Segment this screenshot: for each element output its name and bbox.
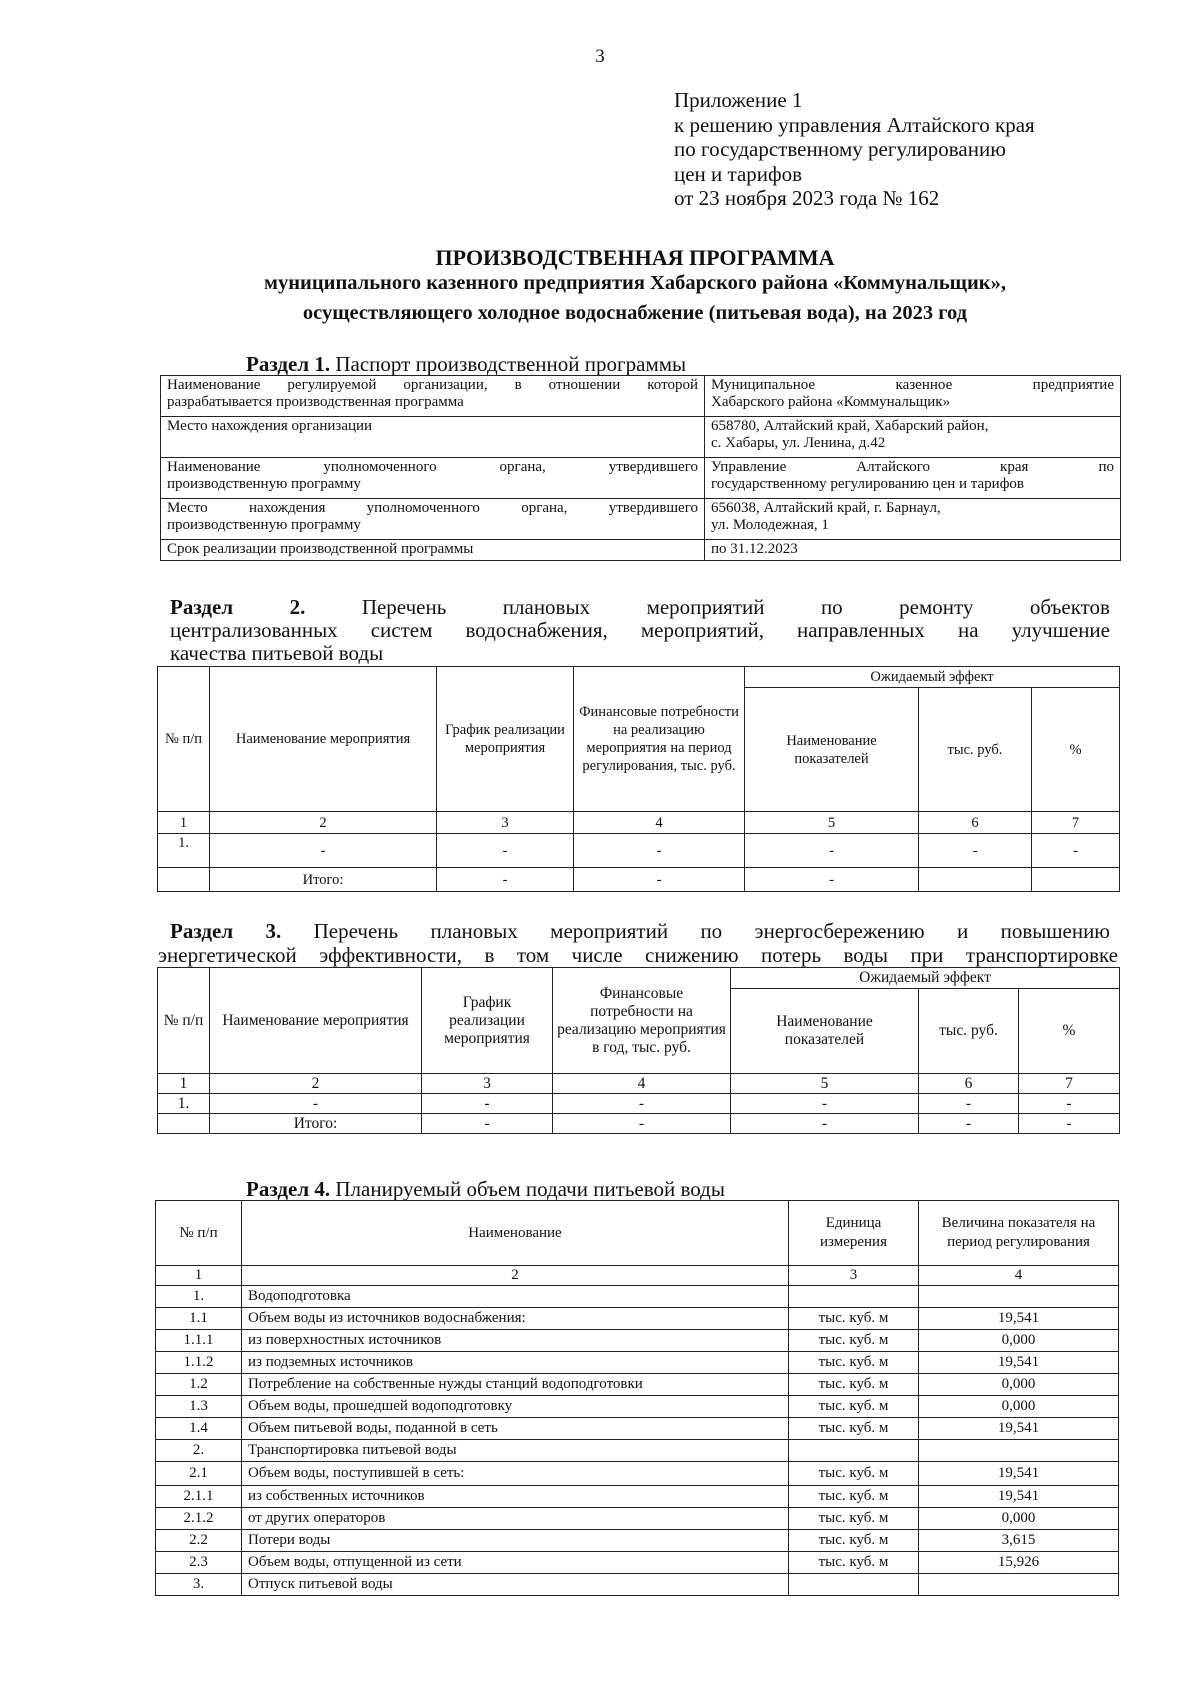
header-schedule: График реализации мероприятия [422,968,553,1074]
row-value: 0,000 [919,1330,1119,1352]
document-subtitle: муниципального казенного предприятия Хабарского района «Коммунальщик», [264,272,1006,294]
section2-heading-line: качества питьевой воды [170,641,384,665]
table-cell: - [574,868,745,892]
row-name: Потери воды [242,1530,789,1552]
table-row [156,1462,1119,1486]
section1-heading [246,352,686,377]
table-row [158,834,1120,868]
table-cell [158,868,210,892]
document-title: ПРОИЗВОДСТВЕННАЯ ПРОГРАММА [435,245,835,270]
row-value: 19,541 [919,1308,1119,1330]
table-cell [919,868,1032,892]
table-row [161,499,1121,540]
table-cell: Муниципальное казенное предприятие Хабарского района «Коммунальщик» [705,376,1121,417]
table-row [156,1440,1119,1462]
table-cell: 3 [437,812,574,834]
table-cell: - [210,834,437,868]
table-cell: 7 [1019,1074,1120,1094]
table-row [158,1074,1120,1094]
header-name: Наименование мероприятия [210,667,437,812]
header-finance: Финансовые потребности на реализацию мероприятия на период регулирования, тыс. руб. [574,667,745,812]
table-cell: - [553,1094,731,1114]
row-num: 2.1.1 [156,1486,242,1508]
table-cell: Наименование уполномоченного органа, утвердившего производственную программу [161,458,705,499]
header-effect: Ожидаемый эффект [745,667,1120,688]
appendix-line: Приложение 1 [674,88,803,112]
row-value: 19,541 [919,1352,1119,1374]
row-num: 1. [156,1286,242,1308]
table-row [156,1330,1119,1352]
table-cell: Место нахождения организации [161,417,705,458]
document-subtitle: осуществляющего холодное водоснабжение (питьевая вода), на 2023 год [302,302,968,324]
table-cell: - [1019,1114,1120,1134]
table-cell: - [574,834,745,868]
row-value: 19,541 [919,1462,1119,1486]
header-percent: % [1032,688,1120,812]
table-cell: по 31.12.2023 [705,540,1121,561]
table-cell: - [1019,1094,1120,1114]
table-cell: Итого: [210,868,437,892]
table-row [156,1286,1119,1308]
table-row [161,458,1121,499]
section1-label: Раздел 1. [246,352,331,376]
row-name: от других операторов [242,1508,789,1530]
table-row [156,1508,1119,1530]
table-cell: 6 [919,812,1032,834]
row-num: 1.1 [156,1308,242,1330]
section4-table [155,1200,1119,1596]
row-num: 2.1.2 [156,1508,242,1530]
table-cell: - [422,1094,553,1114]
row-name: Объем воды, поступившей в сеть: [242,1462,789,1486]
table-cell: - [919,1114,1019,1134]
table-row [156,1574,1119,1596]
table-cell: 656038, Алтайский край, г. Барнаул, ул. Молодежная, 1 [705,499,1121,540]
header-indicator: Наименование показателей [745,688,919,812]
table-cell: 5 [745,812,919,834]
table-cell: Срок реализации производственной программы [161,540,705,561]
header-value: Величина показателя на период регулирования [919,1201,1119,1266]
row-value [919,1574,1119,1596]
table-cell: Управление Алтайского края по государственному регулированию цен и тарифов [705,458,1121,499]
table-row [156,1486,1119,1508]
section3-heading-line: энергетической эффективности, в том числе снижению потерь воды при транспортировке [158,943,1118,967]
appendix-line: от 23 ноября 2023 года № 162 [674,186,940,210]
header-name: Наименование мероприятия [210,968,422,1074]
row-name: Отпуск питьевой воды [242,1574,789,1596]
table-cell: - [210,1094,422,1114]
row-num: 1.2 [156,1374,242,1396]
header-effect: Ожидаемый эффект [731,968,1120,989]
table-cell: - [422,1114,553,1134]
table-cell: 1 [158,1074,210,1094]
row-value: 0,000 [919,1508,1119,1530]
passport-table [160,375,1121,561]
table-cell: 1. [158,1094,210,1114]
table-cell: 2 [242,1266,789,1286]
table-cell: 1 [156,1266,242,1286]
table-cell: Место нахождения уполномоченного органа, утвердившего производственную программу [161,499,705,540]
row-unit: тыс. куб. м [789,1508,919,1530]
appendix-block [674,88,1035,211]
header-name: Наименование [242,1201,789,1266]
section4-title: Планируемый объем подачи питьевой воды [330,1177,725,1201]
header-thousand: тыс. руб. [919,688,1032,812]
row-value: 19,541 [919,1486,1119,1508]
row-name: из поверхностных источников [242,1330,789,1352]
row-unit: тыс. куб. м [789,1462,919,1486]
table-cell: - [745,834,919,868]
table-row [156,1266,1119,1286]
row-num: 2.2 [156,1530,242,1552]
row-unit: тыс. куб. м [789,1552,919,1574]
section2-heading-line: централизованных систем водоснабжения, мероприятий, направленных на улучшение [170,618,1110,642]
row-num: 1.1.1 [156,1330,242,1352]
section3-heading: Раздел 3. Перечень плановых мероприятий по энергосбережению и повышению [170,919,1110,943]
row-num: 1.1.2 [156,1352,242,1374]
section2-label: Раздел 2. [170,595,306,619]
section2-heading: Раздел 2. Перечень плановых мероприятий по ремонту объектов [170,595,1110,619]
table-cell: 1. [158,834,210,868]
row-name: Объем воды из источников водоснабжения: [242,1308,789,1330]
appendix-line: по государственному регулированию [674,137,1006,161]
table-cell: - [553,1114,731,1134]
table-row [156,1396,1119,1418]
row-num: 1.4 [156,1418,242,1440]
row-value: 3,615 [919,1530,1119,1552]
table-cell: 4 [553,1074,731,1094]
row-name: Объем питьевой воды, поданной в сеть [242,1418,789,1440]
table-row [156,1552,1119,1574]
header-schedule: График реализации мероприятия [437,667,574,812]
section4-heading [246,1177,725,1202]
row-unit: тыс. куб. м [789,1396,919,1418]
table-cell: Наименование регулируемой организации, в отношении которой разрабатывается производственная программа [161,376,705,417]
table-cell: 3 [789,1266,919,1286]
row-name: Водоподготовка [242,1286,789,1308]
table-cell: - [745,868,919,892]
table-cell: 6 [919,1074,1019,1094]
table-row [161,417,1121,458]
row-value: 19,541 [919,1418,1119,1440]
row-value: 0,000 [919,1396,1119,1418]
header-thousand: тыс. руб. [919,989,1019,1074]
row-unit: тыс. куб. м [789,1418,919,1440]
table-cell: 2 [210,1074,422,1094]
table-cell: 4 [574,812,745,834]
table-cell: 1 [158,812,210,834]
row-unit: тыс. куб. м [789,1308,919,1330]
row-unit: тыс. куб. м [789,1486,919,1508]
table-total-row [158,1114,1120,1134]
table-cell: - [437,868,574,892]
row-unit [789,1574,919,1596]
table-cell: 7 [1032,812,1120,834]
table-header-row [156,1201,1119,1266]
header-num: № п/п [158,667,210,812]
row-value: 0,000 [919,1374,1119,1396]
row-num: 3. [156,1574,242,1596]
section3-table [157,967,1120,1134]
section2-table [157,666,1120,892]
page-number: 3 [595,46,605,67]
table-header-row [158,968,1120,989]
table-row [158,812,1120,834]
row-name: Транспортировка питьевой воды [242,1440,789,1462]
section4-label: Раздел 4. [246,1177,331,1201]
table-cell: 4 [919,1266,1119,1286]
table-row [161,540,1121,561]
table-row [158,1094,1120,1114]
table-cell [158,1114,210,1134]
row-value [919,1440,1119,1462]
table-cell: 658780, Алтайский край, Хабарский район, с. Хабары, ул. Ленина, д.42 [705,417,1121,458]
table-cell: - [437,834,574,868]
header-num: № п/п [158,968,210,1074]
table-cell: - [919,834,1032,868]
row-name: из подземных источников [242,1352,789,1374]
table-cell [1032,868,1120,892]
table-row [156,1352,1119,1374]
section1-title: Паспорт производственной программы [330,352,687,376]
header-finance: Финансовые потребности на реализацию мероприятия в год, тыс. руб. [553,968,731,1074]
row-num: 2.3 [156,1552,242,1574]
table-row [161,376,1121,417]
row-name: из собственных источников [242,1486,789,1508]
row-name: Объем воды, прошедшей водоподготовку [242,1396,789,1418]
table-total-row [158,868,1120,892]
table-cell: - [919,1094,1019,1114]
row-unit [789,1286,919,1308]
table-row [156,1530,1119,1552]
section3-label: Раздел 3. [170,919,282,943]
table-header-row [158,667,1120,688]
header-unit: Единица измерения [789,1201,919,1266]
table-cell: - [731,1094,919,1114]
row-num: 2. [156,1440,242,1462]
row-num: 2.1 [156,1462,242,1486]
row-unit [789,1440,919,1462]
table-cell: - [731,1114,919,1134]
header-indicator: Наименование показателей [731,989,919,1074]
appendix-line: к решению управления Алтайского края [674,112,1035,137]
table-cell: 3 [422,1074,553,1094]
row-unit: тыс. куб. м [789,1352,919,1374]
table-cell: 5 [731,1074,919,1094]
table-cell: 2 [210,812,437,834]
row-value: 15,926 [919,1552,1119,1574]
row-unit: тыс. куб. м [789,1530,919,1552]
row-unit: тыс. куб. м [789,1330,919,1352]
row-num: 1.3 [156,1396,242,1418]
row-name: Потребление на собственные нужды станций водоподготовки [242,1374,789,1396]
header-percent: % [1019,989,1120,1074]
table-row [156,1418,1119,1440]
row-unit: тыс. куб. м [789,1374,919,1396]
table-row [156,1374,1119,1396]
appendix-line: цен и тарифов [674,161,803,186]
table-cell: Итого: [210,1114,422,1134]
row-value [919,1286,1119,1308]
table-cell: - [1032,834,1120,868]
table-row [156,1308,1119,1330]
row-name: Объем воды, отпущенной из сети [242,1552,789,1574]
header-num: № п/п [156,1201,242,1266]
